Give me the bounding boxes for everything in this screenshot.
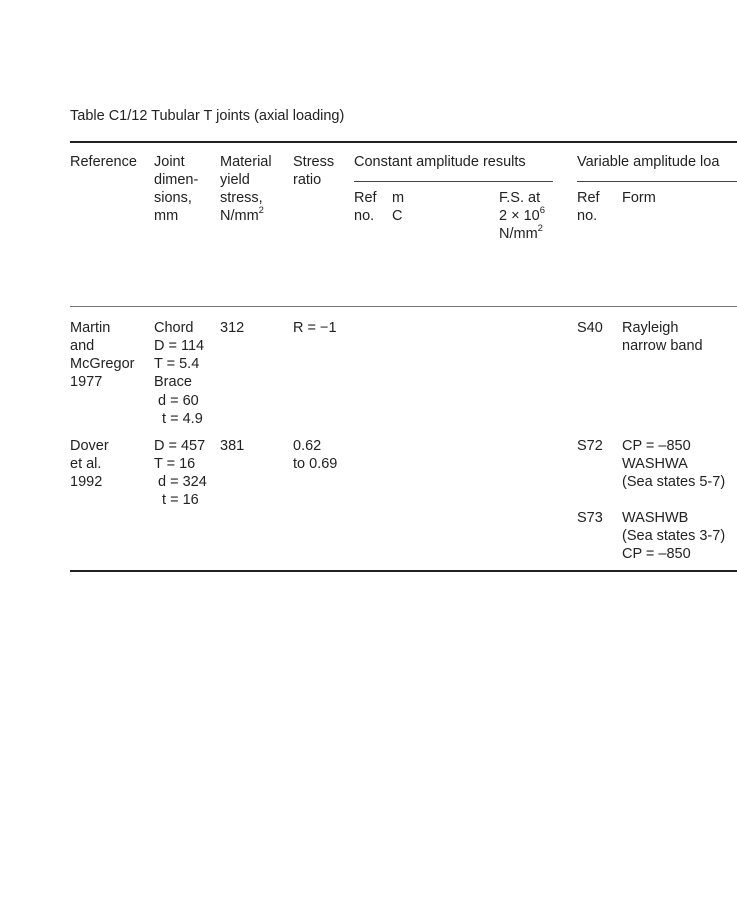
- row2-var-ref-2: S73: [577, 510, 603, 526]
- header-constant-group: Constant amplitude results: [354, 154, 526, 170]
- row2-stress-2: to 0.69: [293, 456, 338, 472]
- row1-var-ref: S40: [577, 320, 603, 336]
- header-var-ref-1: Ref: [577, 190, 600, 206]
- row1-material: 312: [220, 320, 245, 336]
- row2-var-form2-3: CP = –850: [622, 546, 691, 562]
- header-const-ref-1: Ref: [354, 190, 377, 206]
- row1-joint-6: t = 4.9: [154, 411, 203, 427]
- row1-reference-1: Martin: [70, 320, 111, 336]
- row2-var-ref: S72: [577, 438, 603, 454]
- header-const-m: m: [392, 190, 405, 206]
- row1-reference-3: McGregor: [70, 356, 135, 372]
- row2-reference-2: et al.: [70, 456, 102, 472]
- header-variable-group: Variable amplitude loa: [577, 154, 720, 170]
- header-joint-3: sions,: [154, 190, 192, 206]
- variable-group-rule: [577, 181, 737, 182]
- row1-var-form-1: Rayleigh: [622, 320, 679, 336]
- row2-joint-2: T = 16: [154, 456, 196, 472]
- header-joint-4: mm: [154, 208, 179, 224]
- header-const-c: C: [392, 208, 403, 224]
- header-stress-1: Stress: [293, 154, 335, 170]
- header-joint-2: dimen-: [154, 172, 199, 188]
- header-var-form: Form: [622, 190, 656, 206]
- row2-var-form2-1: WASHWB: [622, 510, 689, 526]
- header-material-2: yield: [220, 172, 250, 188]
- row2-var-form-1: CP = –850: [622, 438, 691, 454]
- header-material-3: stress,: [220, 190, 263, 206]
- constant-group-rule: [354, 181, 553, 182]
- row2-reference-1: Dover: [70, 438, 109, 454]
- row1-stress: R = −1: [293, 320, 337, 336]
- row1-joint-2: D = 114: [154, 338, 205, 354]
- row1-joint-3: T = 5.4: [154, 356, 200, 372]
- table-caption: Table C1/12 Tubular T joints (axial loading): [70, 108, 345, 124]
- row2-var-form-3: (Sea states 5-7): [622, 474, 726, 490]
- row2-reference-3: 1992: [70, 474, 103, 490]
- row1-joint-5: d = 60: [154, 393, 199, 409]
- row1-joint-1: Chord: [154, 320, 194, 336]
- header-const-fs-2: $2 \times 10^6$: [499, 205, 546, 224]
- header-bottom-rule: [70, 306, 737, 307]
- row1-reference-2: and: [70, 338, 95, 354]
- row1-var-form-2: narrow band: [622, 338, 703, 354]
- header-joint-1: Joint: [154, 154, 185, 170]
- row2-stress-1: 0.62: [293, 438, 322, 454]
- header-reference: Reference: [70, 154, 137, 170]
- header-const-ref-2: no.: [354, 208, 375, 224]
- table-bottom-rule: [70, 570, 737, 572]
- row2-material: 381: [220, 438, 245, 454]
- row2-joint-1: D = 457: [154, 438, 206, 454]
- header-const-fs-3: $N/mm^2$: [499, 223, 543, 242]
- header-const-fs-1: F.S. at: [499, 190, 541, 206]
- row2-joint-4: t = 16: [154, 492, 199, 508]
- row2-var-form-2: WASHWA: [622, 456, 688, 472]
- header-material-1: Material: [220, 154, 272, 170]
- row2-joint-3: d = 324: [154, 474, 207, 490]
- header-material-4: $N/mm^2$: [220, 205, 264, 224]
- row1-reference-4: 1977: [70, 374, 103, 390]
- row1-joint-4: Brace: [154, 374, 192, 390]
- header-stress-2: ratio: [293, 172, 322, 188]
- table-top-rule: [70, 141, 737, 143]
- row2-var-form2-2: (Sea states 3-7): [622, 528, 726, 544]
- header-var-ref-2: no.: [577, 208, 598, 224]
